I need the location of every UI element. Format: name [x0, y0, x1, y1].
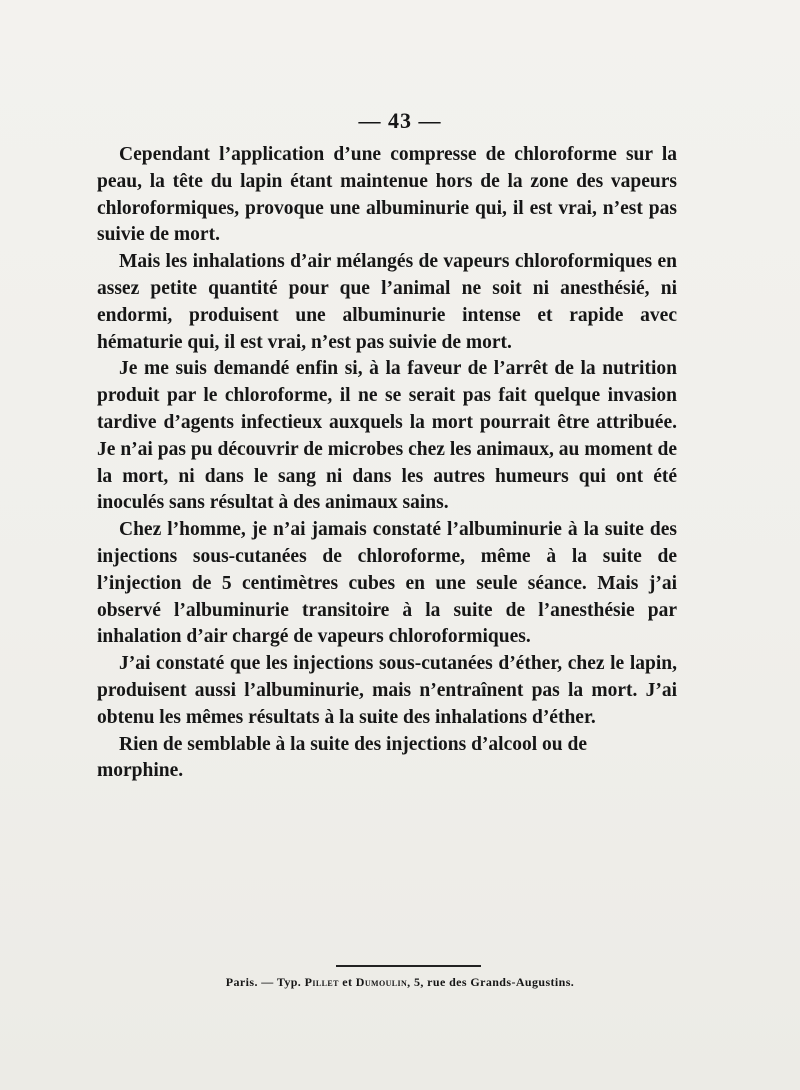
- imprint-prefix: Paris. — Typ.: [225, 974, 305, 989]
- paragraph-1: Cependant l’application d’une compresse de chloroforme sur la peau, la tête du lapin étant maintenue hors de la zone des vapeurs chloroformiques, provoque une albuminurie qui, il est vrai, n’est pas suivie de mort.: [97, 144, 677, 246]
- paragraph-4: Chez l’homme, je n’ai jamais constaté l’albuminurie à la suite des injections sous-cutanées de chloroforme, même à la suite de l’injection de 5 centimètres cubes en une seule séance. Mais j’ai observé l’albuminurie transitoire à la suite de l’anesthésie par inhalation d’air chargé de vapeurs chloroformiques.: [97, 519, 677, 648]
- paragraph-2: Mais les inhalations d’air mélangés de vapeurs chloroformiques en assez petite quantité pour que l’animal ne soit ni anesthésié, ni endormi, produisent une albuminurie intense et rapide avec hématurie qui, il est vrai, n’est pas suivie de mort.: [97, 251, 677, 353]
- imprint-conjunction: et: [338, 974, 356, 989]
- paragraph-5: J’ai constaté que les injections sous-cutanées d’éther, chez le lapin, produisent aussi l’albuminurie, mais n’entraînent pas la mort. J’ai obtenu les mêmes résultats à la suite des inhalations d’éther.: [97, 653, 677, 728]
- printer-imprint: [0, 975, 800, 990]
- footer-rule: [336, 965, 481, 967]
- page-number: — 43 —: [358, 108, 442, 133]
- printer-name-2: Dumoulin: [355, 974, 408, 989]
- body-text: [97, 142, 677, 785]
- printer-footer: [0, 965, 800, 990]
- imprint-suffix: , 5, rue des Grands-Augustins.: [407, 974, 575, 989]
- paragraph-6: Rien de semblable à la suite des injections d’alcool ou de morphine.: [97, 733, 588, 782]
- printer-name-1: Pillet: [304, 974, 339, 989]
- paragraph-3: Je me suis demandé enfin si, à la faveur de l’arrêt de la nutrition produit par le chloroforme, il ne se serait pas fait quelque invasion tardive d’agents infectieux auxquels la mort pourrait être attribuée. Je n’ai pas pu découvrir de microbes chez les animaux, au moment de la mort, ni dans le sang ni dans les autres humeurs qui ont été inoculés sans résultat à des animaux sains.: [97, 358, 677, 514]
